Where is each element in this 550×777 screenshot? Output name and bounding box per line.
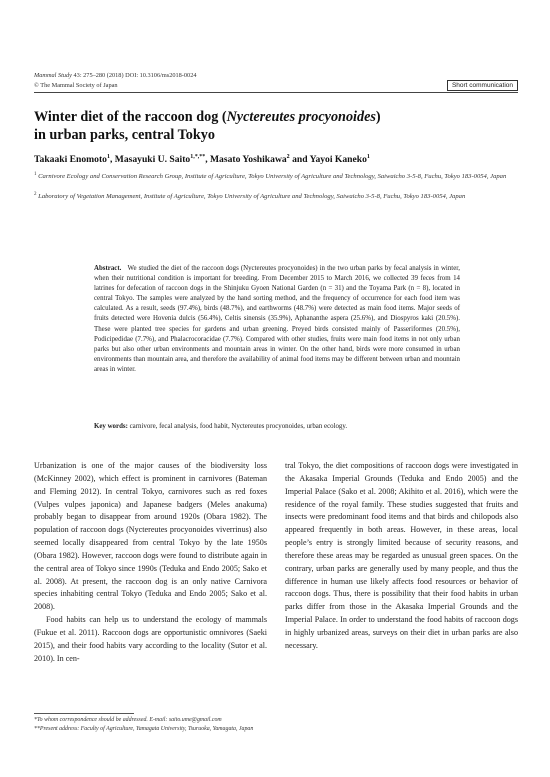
body-column-left <box>34 460 267 666</box>
copyright-line: © The Mammal Society of Japan <box>34 82 118 89</box>
author-name: Masayuki U. Saito <box>114 154 191 166</box>
journal-citation <box>34 72 197 79</box>
keywords-label: Key words: <box>94 423 128 430</box>
keywords <box>94 422 460 432</box>
author-name: Takaaki Enomoto <box>34 154 107 166</box>
author-affil-mark: 1 <box>106 154 110 160</box>
author-affil-mark: 1,*,** <box>190 154 206 160</box>
keywords-text: carnivore, fecal analysis, food habit, Nyctereutes procyonoides, urban ecology. <box>129 423 348 430</box>
body-paragraph: tral Tokyo, the diet compositions of raccoon dogs were investigated in the Akasaka Imperial Grounds (Teduka and Endo 2005) and the Imperial Palace (Sako et al. 2008; Akihito et al. 2016), which were the residence of the royal family. These studies suggested that fruits and insects were predominant food items and that birds and chilopods also appeared frequently in both areas. However, in these areas, local people’s entry is strongly limited because of security reasons, and therefore these areas may be regarded as unusual green spaces. On the contrary, urban parks are generally used by many people, and thus the difference in human use likely affects food resources or behavior of raccoon dogs. Thus, there is possibility that their food habits in urban parks differ from those in the Akasaka Imperial Grounds and the Imperial Palace. In order to understand the food habits of raccoon dogs in highly urbanized areas, surveys on their diet in urban parks are also necessary. <box>285 461 518 650</box>
affiliation-number: 1 <box>34 172 37 177</box>
affiliation-text: Carnivore Ecology and Conservation Research Group, Institute of Agriculture, Tokyo University of Agriculture and Technology, Saiwaicho 3-5-8, Fuchu, Tokyo 183-0054, Japan <box>38 173 507 181</box>
footnote: *To whom correspondence should be addressed. E-mail: saito.ume@gmail.com <box>34 717 222 723</box>
journal-name: Mammal Study <box>34 72 72 79</box>
affiliation <box>34 190 518 202</box>
affiliation-text: Laboratory of Vegetation Management, Institute of Agriculture, Tokyo University of Agriculture and Technology, Saiwaicho 3-5-8, Fuchu, Tokyo 183-0054, Japan <box>38 193 466 201</box>
abstract-label: Abstract. <box>94 265 122 272</box>
article-title: Winter diet of the raccoon dog (Nyctereutes procyonoides) in urban parks, central Tokyo <box>34 109 381 143</box>
header-divider <box>34 92 518 93</box>
affiliation-number: 2 <box>34 192 37 197</box>
author-list: Takaaki Enomoto$^1$, Masayuki U. Saito$^{1,*,**}$, Masato Yoshikawa$^2$ and Yayoi Kaneko$^1$ <box>34 154 370 166</box>
affiliation <box>34 170 518 182</box>
article-type-badge: Short communication <box>447 80 518 91</box>
author-affil-mark: 2 <box>286 154 290 160</box>
author-affil-mark: 1 <box>366 154 370 160</box>
footnote: **Present address: Faculty of Agriculture, Yamagata University, Tsuruoka, Yamagata, Japan <box>34 726 254 732</box>
body-column-right <box>285 460 518 653</box>
body-paragraph: Food habits can help us to understand the ecology of mammals (Fukue et al. 2011). Raccoon dogs are opportunistic omnivores (Saeki 2015), and their food habits vary according to the locality (Sutor et al. 2010). In cen- <box>34 615 267 663</box>
journal-details: 43: 275–280 (2018) DOI: 10.3106/ms2018-0024 <box>71 72 197 79</box>
author-name: Masato Yoshikawa <box>210 154 287 166</box>
abstract-text: We studied the diet of the raccoon dogs (Nyctereutes procyonoides) in the two urban parks by fecal analysis in winter, when their nutritional condition is important for breeding. From December 2015 to March 2016, we collected 39 feces from 14 latrines for defecation of raccoon dogs in the Shinjuku Gyoen National Garden (n = 31) and the Toyama Park (n = 8), located in central Tokyo. The samples were analyzed by the hand sorting method, and the frequency of occurrence for each food item was calculated. As a result, seeds (97.4%), birds (48.7%), and earthworms (48.7%) were detected as main food items. Major seeds of fruits detected were Hovenia dulcis (56.4%), Celtis sinensis (35.9%), Aphananthe aspera (25.6%), and Diospyros kaki (20.5%). These were planted tree species for gardens and urban greening. Preyed birds consisted mainly of Passeriformes (20.5%), Podicipedidae (7.7%), and Phalacrocoracidae (7.7%). Compared with other studies, fruits were main food items in not only urban parks but also other urban environments and mountain areas in winter. On the other hand, birds were more consumed in urban environments than mountain area, and therefore the availability of animal food items may be different between urban and mountain areas in winter. <box>94 265 461 373</box>
author-name: Yayoi Kaneko <box>309 154 367 166</box>
footnote-divider <box>34 713 134 714</box>
body-paragraph: Urbanization is one of the major causes of the biodiversity loss (McKinney 2002), which effect is prominent in carnivores (Bateman and Fleming 2012). In central Tokyo, carnivores such as red foxes (Vulpes vulpes japonica) and Japanese badgers (Meles anakuma) probably began to disappear from around 1920s (Obara 1982). The population of raccoon dogs (Nyctereutes procyonoides viverrinus) also seemed locally disappeared from central Tokyo by the late 1950s (Obara 1982). However, raccoon dogs were found to distribute again in the central area of Tokyo since 1990s (Teduka and Endo 2005; Sako et al. 2008). At present, the raccoon dog is an only native Carnivora species inhabiting central Tokyo (Teduka and Endo 2005; Sako et al. 2008). <box>34 461 267 612</box>
abstract <box>94 264 460 375</box>
